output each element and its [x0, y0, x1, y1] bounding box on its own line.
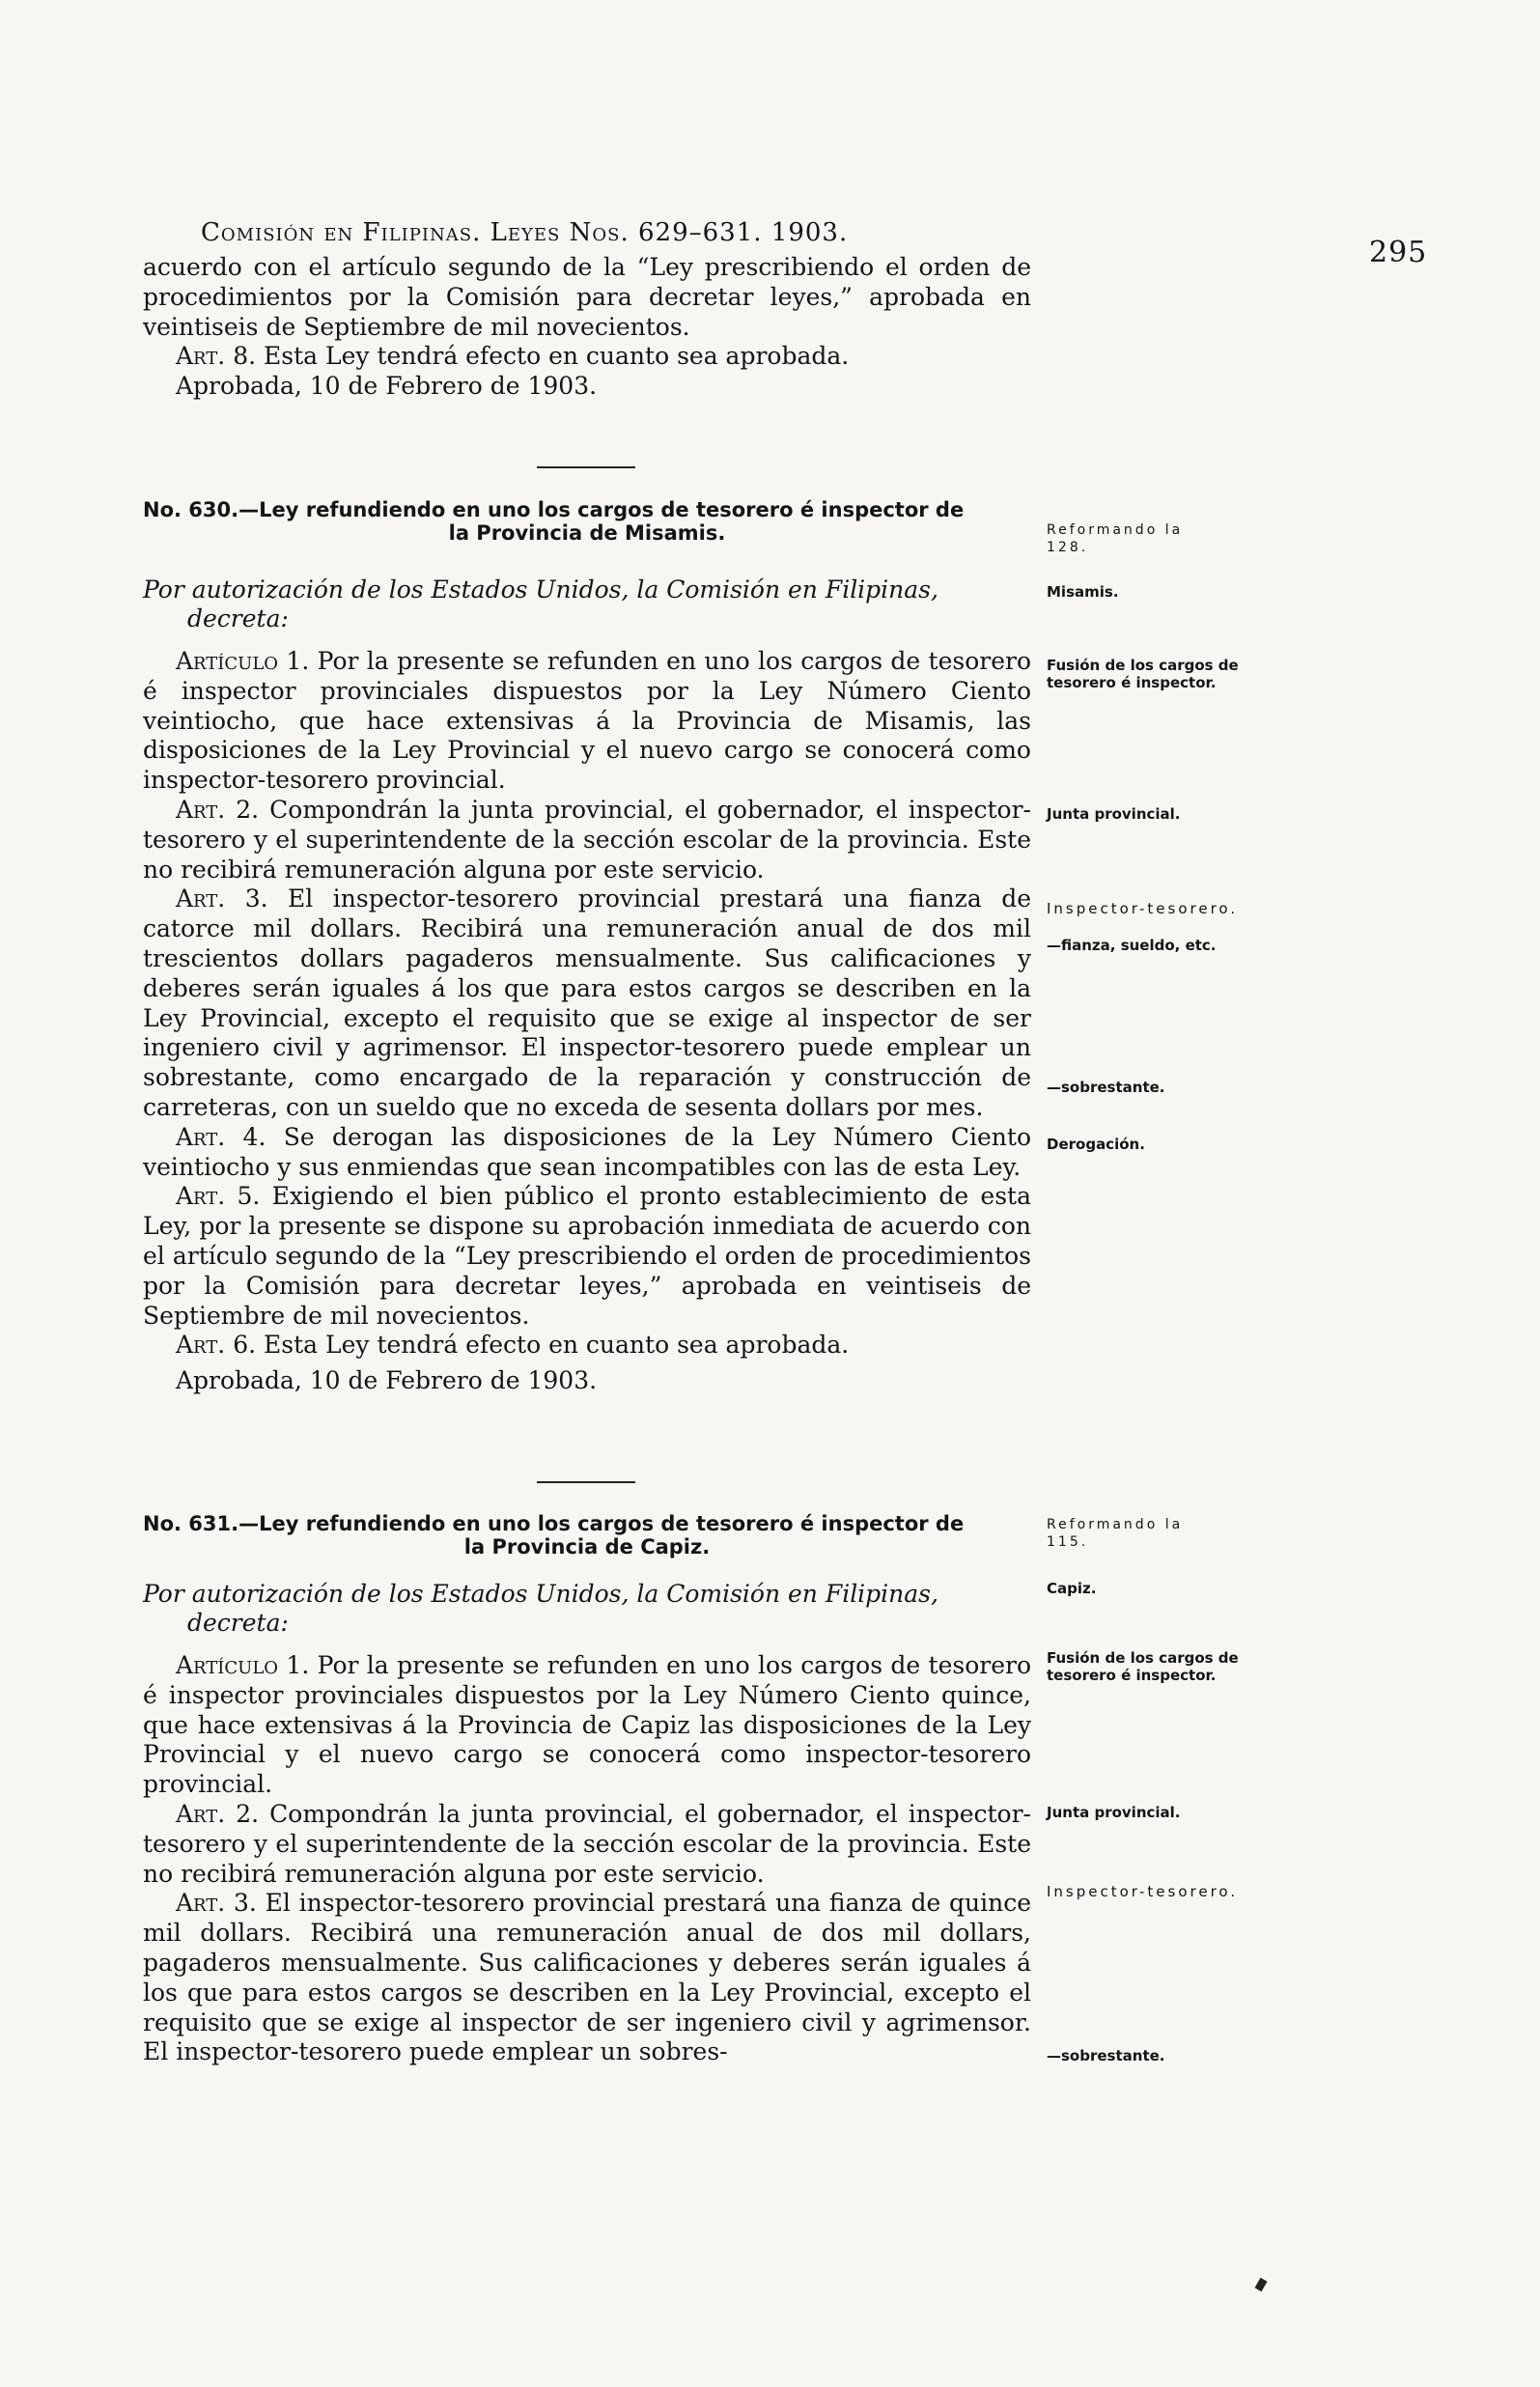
margin-note-province: Misamis.: [1047, 583, 1119, 601]
article-text: Exigiendo el bien público el pronto establecimiento de esta Ley, por la presente se dispone su aprobación inmediata de acuerdo con el artículo segundo de la “Ley prescribiendo el orden de procedimientos por la Comisión para decretar leyes,” aprobada en veintiseis de Septiembre de mil novecientos.: [143, 1182, 1032, 1330]
heading-line: la Provincia de Misamis.: [448, 521, 726, 545]
article-1: [143, 1651, 1031, 1800]
article-3: [143, 1889, 1031, 2067]
margin-note-board: Junta provincial.: [1047, 1804, 1181, 1821]
article-text: Esta Ley tendrá efecto en cuanto sea aprobada.: [256, 342, 850, 371]
article-label: Art. 8.: [176, 342, 257, 371]
approval-date: Aprobada, 10 de Febrero de 1903.: [176, 1366, 598, 1395]
margin-note-fusion: Fusión de los cargos de tesorero é inspector.: [1047, 657, 1239, 691]
law-631-heading: [143, 1512, 1031, 1559]
law-630-heading: [143, 498, 1031, 545]
article-6: [143, 1331, 1031, 1361]
article-2: [143, 796, 1031, 885]
enacting-line: Por autorización de los Estados Unidos, la Comisión en Filipinas,: [143, 576, 938, 604]
article-text: Esta Ley tendrá efecto en cuanto sea aprobada.: [256, 1331, 850, 1360]
article-text: Por la presente se refunden en uno los cargos de tesorero é inspector provinciales dispuestos por la Ley Número Ciento veintiocho, que hace extensivas á la Provincia de Misamis, las disposiciones de la Ley Provincial y el nuevo cargo se conocerá como inspector-tesorero provincial.: [143, 647, 1032, 795]
law-631-body: [143, 1651, 1031, 2067]
margin-note-repeal: Derogación.: [1047, 1136, 1145, 1153]
enacting-line: decreta:: [187, 604, 289, 632]
article-text: Compondrán la junta provincial, el gobernador, el inspector-tesorero y el superintendente de la sección escolar de la provincia. Este no recibirá remuneración alguna por este servicio.: [143, 795, 1031, 884]
section-divider: [537, 466, 635, 468]
article-label: Art. 5.: [176, 1182, 261, 1211]
margin-note-fusion: Fusión de los cargos de tesorero é inspector.: [1047, 1649, 1239, 1684]
article-label: Artículo 1.: [176, 647, 310, 675]
margin-note-board: Junta provincial.: [1047, 805, 1181, 823]
article-4: [143, 1123, 1031, 1183]
enacting-line: decreta:: [187, 1609, 289, 1637]
article-label: Art. 2.: [176, 795, 260, 824]
margin-note-inspector: Inspector-tesorero.: [1047, 1883, 1239, 1900]
article-label: Artículo 1.: [176, 1651, 310, 1679]
enacting-line: Por autorización de los Estados Unidos, la Comisión en Filipinas,: [143, 1580, 938, 1608]
page-number: 295: [1369, 236, 1428, 269]
article-label: Art. 3.: [176, 1889, 257, 1918]
previous-law-continuation: [143, 253, 1031, 402]
article-8: [143, 342, 1031, 372]
margin-note-amending: Reformando la 128.: [1047, 522, 1184, 555]
margin-note-foreman: —sobrestante.: [1047, 2047, 1165, 2064]
article-text: El inspector-tesorero provincial prestará una fianza de catorce mil dollars. Recibirá una remuneración anual de dos mil trescientos dollars pagaderos mensualmente. Sus calificaciones y deberes serán iguales á los que para estos cargos se describen en la Ley Provincial, excepto el requisito que se exige al inspector de ser ingeniero civil y agrimensor. El inspector-tesorero puede emplear un sobrestante, como encargado de la reparación y construcción de carreteras, con un sueldo que no exceda de sesenta dollars por mes.: [143, 885, 1032, 1121]
article-5: [143, 1182, 1031, 1331]
margin-note-foreman: —sobrestante.: [1047, 1079, 1165, 1096]
heading-line: No. 630.—Ley refundiendo en uno los cargos de tesorero é inspector de: [143, 498, 965, 521]
article-2: [143, 1800, 1031, 1889]
paragraph: acuerdo con el artículo segundo de la “Ley prescribiendo el orden de procedimientos por la Comisión para decretar leyes,” aprobada en veintiseis de Septiembre de mil novecientos.: [143, 253, 1031, 341]
margin-note-province: Capiz.: [1047, 1580, 1097, 1597]
article-text: Se derogan las disposiciones de la Ley Número Ciento veintiocho y sus enmiendas que sean incompatibles con las de esta Ley.: [143, 1122, 1032, 1181]
article-label: Art. 4.: [176, 1122, 266, 1151]
article-label: Art. 2.: [176, 1799, 260, 1828]
enacting-clause: [143, 1580, 1031, 1638]
article-label: Art. 3.: [176, 885, 268, 913]
article-1: [143, 647, 1031, 796]
margin-note-bond: —fianza, sueldo, etc.: [1047, 937, 1217, 954]
approval-date: Aprobada, 10 de Febrero de 1903.: [176, 372, 598, 401]
article-label: Art. 6.: [176, 1331, 257, 1360]
margin-note-amending: Reformando la 115.: [1047, 1517, 1184, 1550]
article-text: Compondrán la junta provincial, el gobernador, el inspector-tesorero y el superintendente de la sección escolar de la provincia. Este no recibirá remuneración alguna por este servicio.: [143, 1799, 1031, 1888]
heading-line: la Provincia de Capiz.: [463, 1535, 711, 1559]
scan-speck: [1255, 2278, 1268, 2291]
article-3: [143, 885, 1031, 1122]
article-text: Por la presente se refunden en uno los cargos de tesorero é inspector provinciales dispuestos por la Ley Número Ciento quince, que hace extensivas á la Provincia de Capiz las disposiciones de la Ley Provincial y el nuevo cargo se conocerá como inspector-tesorero provincial.: [143, 1651, 1032, 1799]
section-divider: [537, 1481, 635, 1483]
article-text: El inspector-tesorero provincial prestará una fianza de quince mil dollars. Recibirá una remuneración anual de dos mil dollars, pagaderos mensualmente. Sus calificaciones y deberes serán iguales á los que para estos cargos se describen en la Ley Provincial, excepto el requisito que se exige al inspector de ser ingeniero civil y agrimensor. El inspector-tesorero puede emplear un sobres-: [143, 1889, 1031, 2066]
running-head: Comisión en Filipinas. Leyes Nos. 629–631. 1903.: [201, 218, 849, 247]
enacting-clause: [143, 576, 1031, 633]
law-630-body: [143, 647, 1031, 1396]
margin-note-inspector: Inspector-tesorero.: [1047, 900, 1239, 917]
heading-line: No. 631.—Ley refundiendo en uno los cargos de tesorero é inspector de: [143, 1512, 965, 1535]
